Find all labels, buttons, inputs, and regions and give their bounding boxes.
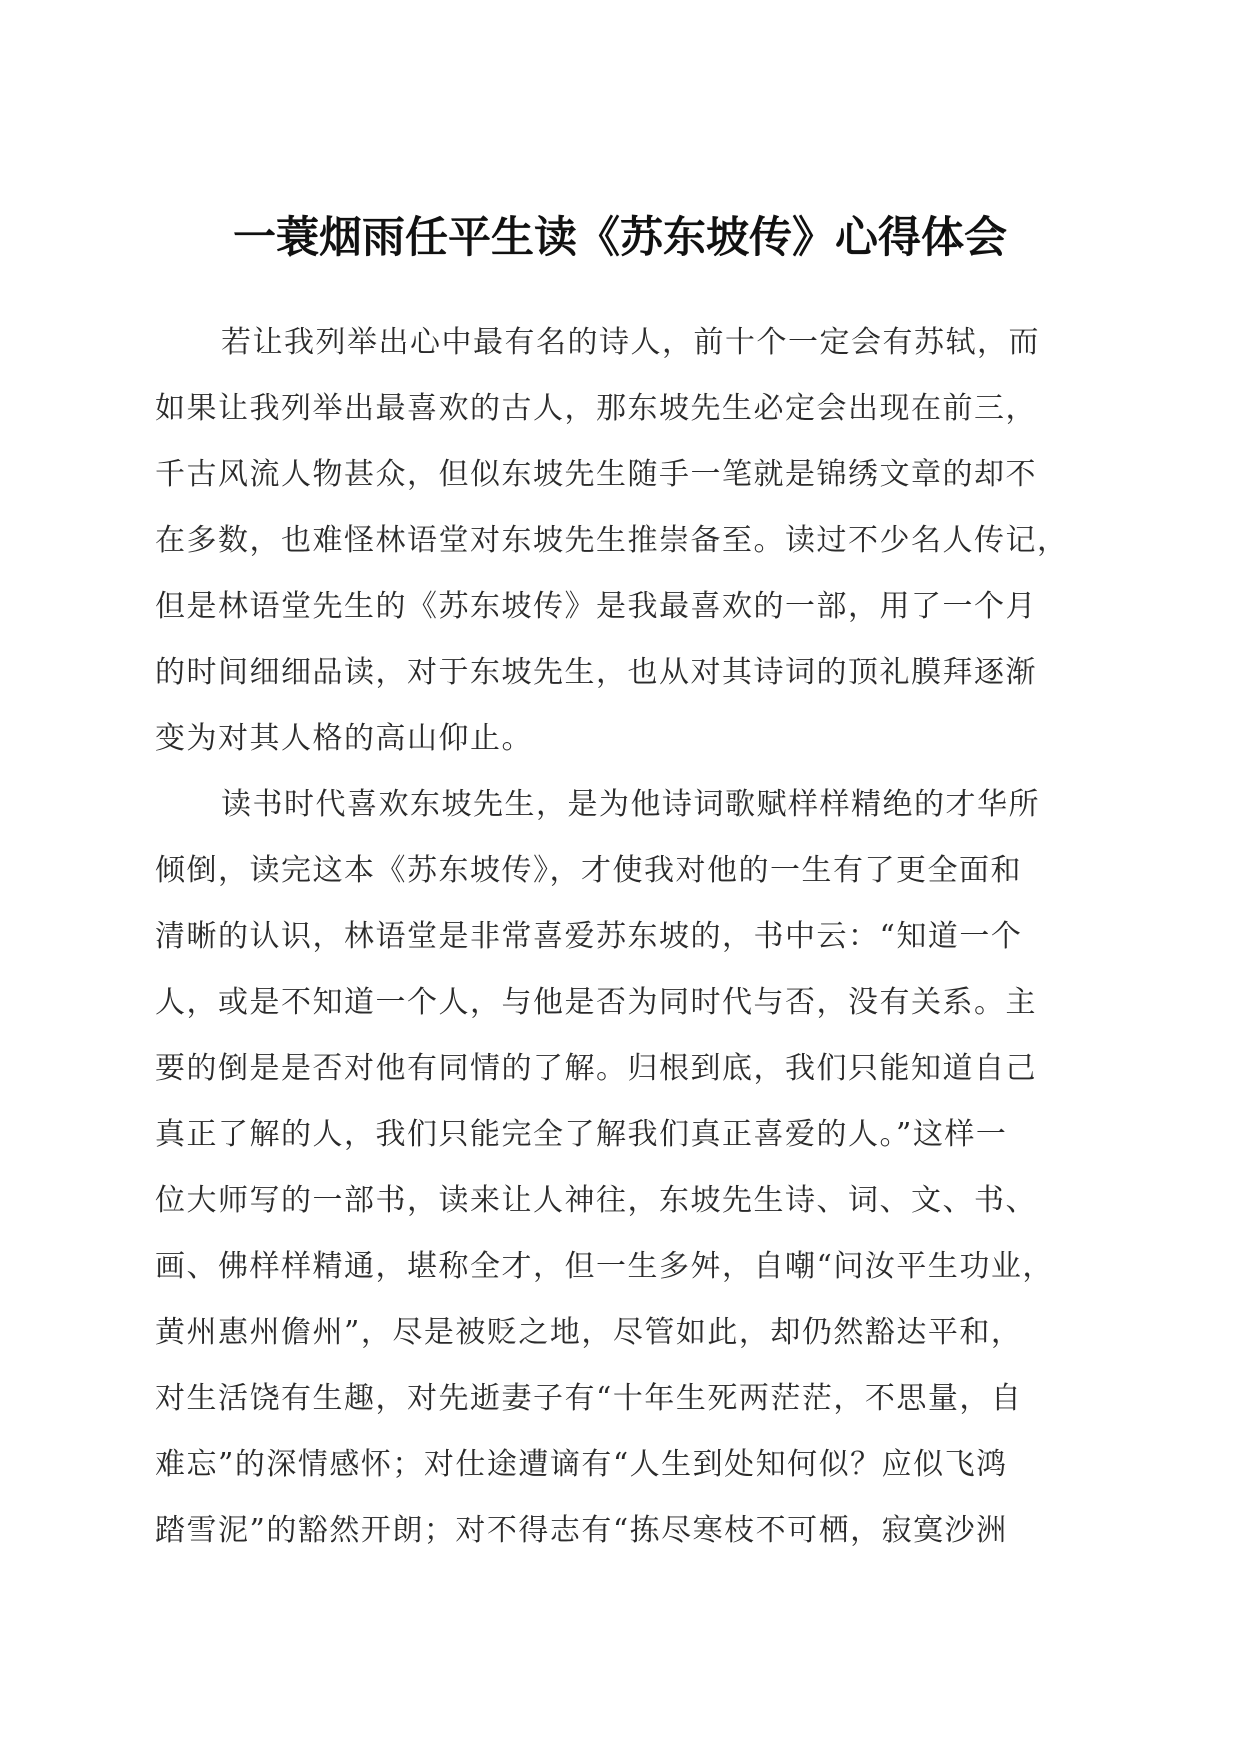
paragraph-2-line-2: 倾倒，读完这本《苏东坡传》，才使我对他的一生有了更全面和 bbox=[155, 853, 1022, 888]
paragraph-1-line-5: 但是林语堂先生的《苏东坡传》是我最喜欢的一部，用了一个月 bbox=[155, 589, 1037, 624]
paragraph-1-line-4: 在多数，也难怪林语堂对东坡先生推崇备至。读过不少名人传记， bbox=[155, 523, 1069, 558]
paragraph-1-line-2: 如果让我列举出最喜欢的古人，那东坡先生必定会出现在前三， bbox=[155, 391, 1037, 426]
paragraph-2-line-5: 要的倒是是否对他有同情的了解。归根到底，我们只能知道自己 bbox=[155, 1051, 1037, 1086]
paragraph-1-line-3: 千古风流人物甚众，但似东坡先生随手一笔就是锦绣文章的却不 bbox=[155, 457, 1037, 492]
paragraph-2-line-10: 对生活饶有生趣，对先逝妻子有“十年生死两茫茫，不思量，自 bbox=[155, 1381, 1023, 1416]
paragraph-1-line-7: 变为对其人格的高山仰止。 bbox=[155, 721, 533, 756]
paragraph-2-line-9: 黄州惠州儋州”，尽是被贬之地，尽管如此，却仍然豁达平和， bbox=[155, 1315, 1023, 1350]
paragraph-2-line-11: 难忘”的深情感怀；对仕途遭谪有“人生到处知何似？应似飞鸿 bbox=[155, 1447, 1008, 1482]
document-title: 一蓑烟雨任平生读《苏东坡传》心得体会 bbox=[233, 213, 1007, 263]
paragraph-2-line-1: 读书时代喜欢东坡先生，是为他诗词歌赋样样精绝的才华所 bbox=[221, 787, 1040, 822]
paragraph-2-line-4: 人，或是不知道一个人，与他是否为同时代与否，没有关系。主 bbox=[155, 985, 1037, 1020]
document-body bbox=[155, 310, 1075, 1564]
paragraph-2-line-3: 清晰的认识，林语堂是非常喜爱苏东坡的，书中云：“知道一个 bbox=[155, 919, 1023, 954]
paragraph-1-line-1: 若让我列举出心中最有名的诗人，前十个一定会有苏轼，而 bbox=[221, 325, 1040, 360]
paragraph-2-line-12: 踏雪泥”的豁然开朗；对不得志有“拣尽寒枝不可栖，寂寞沙洲 bbox=[155, 1513, 1008, 1548]
paragraph-2-line-7: 位大师写的一部书，读来让人神往，东坡先生诗、词、文、书、 bbox=[155, 1183, 1037, 1218]
paragraph-1-line-6: 的时间细细品读，对于东坡先生，也从对其诗词的顶礼膜拜逐渐 bbox=[155, 655, 1037, 690]
paragraph-2-line-8: 画、佛样样精通，堪称全才，但一生多舛，自嘲“问汝平生功业， bbox=[155, 1249, 1054, 1284]
paragraph-2-line-6: 真正了解的人，我们只能完全了解我们真正喜爱的人。”这样一 bbox=[155, 1117, 1008, 1152]
